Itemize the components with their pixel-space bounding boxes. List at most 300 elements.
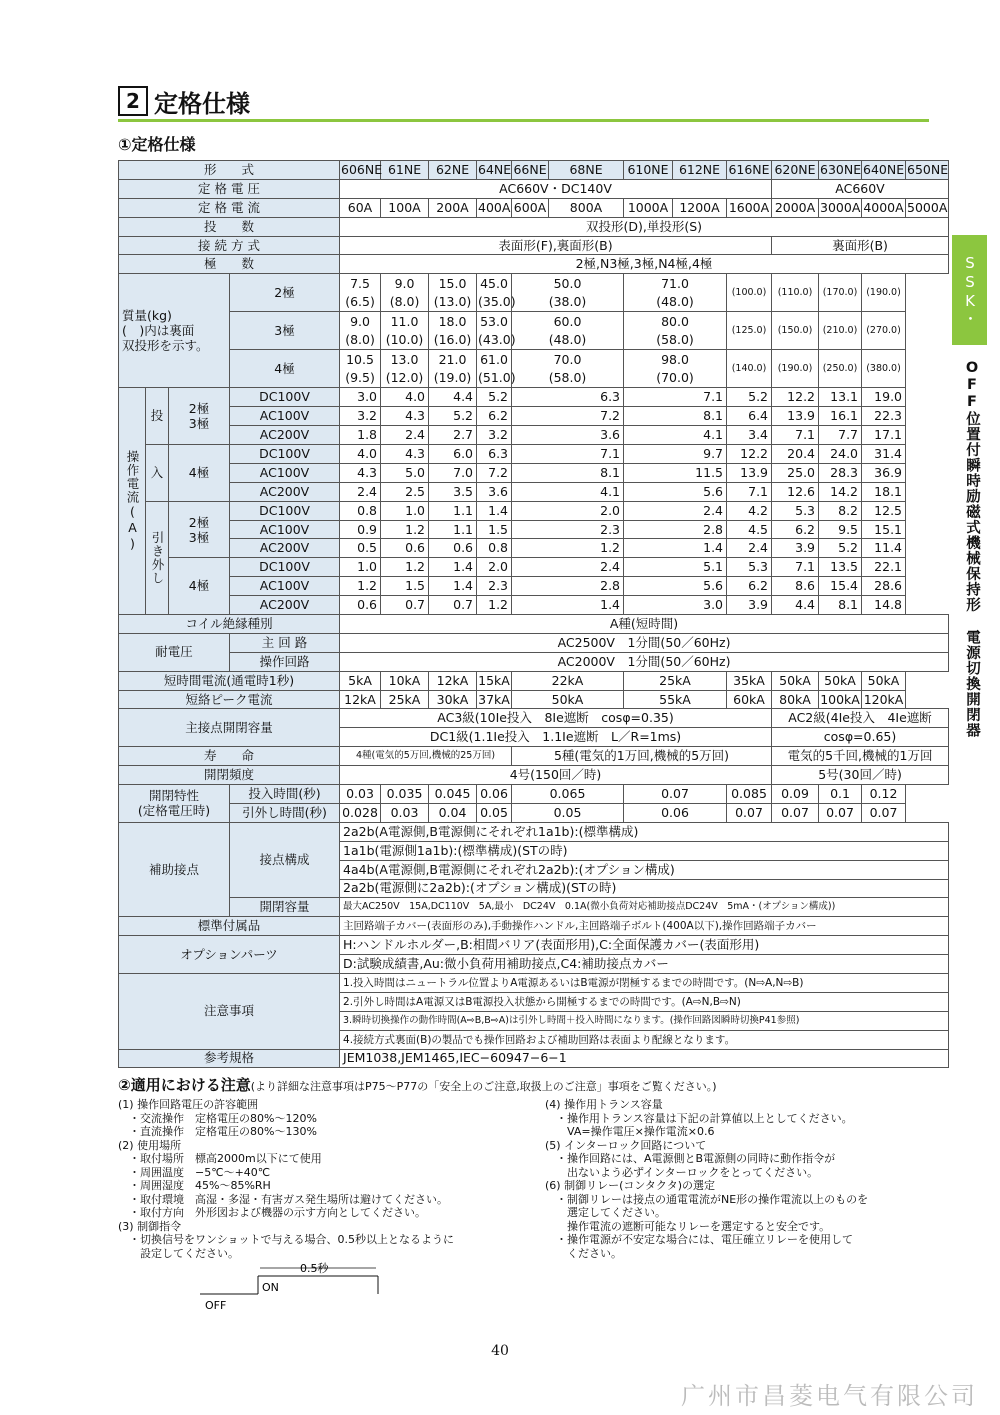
mass-value: 15.0 [438, 275, 467, 291]
op-current-value: 7.1 [772, 426, 819, 445]
mass-value-rear: (35.0) [478, 293, 516, 309]
short-time-label: 短時間電流(通電時1秒) [119, 671, 340, 690]
mass-value-rear: (70.0) [656, 369, 694, 385]
table-cell [477, 350, 516, 388]
op-current-value: 12.2 [727, 445, 772, 464]
peak-label: 短絡ピーク電流 [119, 690, 340, 709]
op-current-value: 4.3 [381, 407, 429, 426]
op-current-value: 4.1 [624, 426, 727, 445]
aux-capacity-value: 最大AC250V 15A,DC110V 5A,最小 DC24V 0.1A(微小負荷対応補助接点DC24V 5mA・(オプション構成)) [340, 898, 949, 917]
op-current-value: 3.6 [477, 482, 512, 501]
life-label: 寿 命 [119, 747, 340, 766]
table-row [119, 633, 949, 652]
op-current-value: 24.0 [819, 445, 862, 464]
table-row [119, 709, 949, 728]
table-row [119, 407, 949, 426]
op-current-value: 1.4 [512, 596, 624, 615]
op-current-value: 4.5 [727, 520, 772, 539]
caution-line: ください。 [545, 1246, 622, 1260]
op-current-value: 12.5 [862, 501, 906, 520]
trip-time-value: 0.03 [381, 803, 429, 822]
coil-value: A種(短時間) [340, 615, 949, 634]
op-voltage: AC100V [230, 463, 340, 482]
caution-line: ・直流操作 定格電圧の80%〜130% [118, 1125, 317, 1138]
capacity-ac2: AC2級(4Ie投入 4Ie遮断 [772, 709, 949, 728]
op-voltage: DC100V [230, 501, 340, 520]
op-current-value: 1.2 [512, 539, 624, 558]
table-cell [429, 350, 477, 388]
op-current-value: 5.3 [772, 501, 819, 520]
section-title: 定格仕様 [154, 89, 250, 118]
op-current-value: 3.6 [512, 426, 624, 445]
life-class4: 4種(電気的5万回,機械的25万回) [340, 747, 512, 766]
mass-value-rear: (8.0) [345, 331, 375, 347]
op-current-value: 15.1 [862, 520, 906, 539]
model-header: 620NE [772, 161, 819, 180]
mass-rear-value: (125.0) [727, 312, 772, 350]
caution-line: ・周囲温度 −5℃〜+40℃ [118, 1165, 271, 1179]
trip-time-value: 0.05 [477, 803, 512, 822]
op-voltage: AC100V [230, 520, 340, 539]
table-cell [512, 350, 624, 388]
note-item: 2.引外し時間はA電源又はB電源投入状態から開極するまでの時間です。(A⇨N,B⇨N) [340, 992, 949, 1011]
model-header: 64NE [477, 161, 512, 180]
table-row [119, 822, 949, 841]
mass-value: 10.5 [346, 351, 374, 367]
current-value: 1600A [727, 198, 772, 217]
op-current-value: 7.2 [477, 463, 512, 482]
op-current-value: 22.1 [862, 558, 906, 577]
op-current-value: 19.0 [862, 388, 906, 407]
table-row [119, 615, 949, 634]
close-time-label: 投入時間(秒) [230, 785, 340, 804]
trip-time-value: 0.028 [340, 803, 381, 822]
close-time-value: 0.12 [862, 785, 906, 804]
op-current-value: 1.4 [429, 577, 477, 596]
model-header: 630NE [819, 161, 862, 180]
standard-accessories-label: 標準付属品 [119, 917, 340, 936]
mass-value-rear: (10.0) [385, 331, 424, 347]
table-row [119, 445, 949, 464]
throw-label: 投 数 [119, 217, 340, 236]
mass-rear-value: (270.0) [862, 312, 906, 350]
op-current-value: 1.0 [381, 501, 429, 520]
op-current-value: 11.5 [624, 463, 727, 482]
op-current-value: 2.8 [624, 520, 727, 539]
op-voltage: DC100V [230, 445, 340, 464]
caution-line: ・制御リレーは接点の通電電流がNE形の操作電流以上のものを [545, 1192, 869, 1206]
table-cell [429, 274, 477, 312]
caution-line: 選定してください。 [545, 1206, 666, 1219]
op-current-value: 17.1 [862, 426, 906, 445]
contact-config-value: 2a2b(電源側に2a2b):(オプション構成)(STの時) [340, 879, 949, 898]
mass-value-rear: (38.0) [548, 293, 587, 309]
caution-line: 設定してください。 [118, 1246, 239, 1260]
caution-line: ・取付方向 外形図および機器の示す方向としてください。 [118, 1206, 426, 1219]
mass-value: 21.0 [438, 351, 467, 367]
op-current-value: 2.3 [477, 577, 512, 596]
aux-capacity-label: 開閉容量 [230, 898, 340, 917]
op-voltage: AC200V [230, 596, 340, 615]
caution-line: ・取付場所 標高2000m以下にて使用 [118, 1152, 322, 1165]
pole-group-23: 2極 3極 [169, 388, 230, 445]
close-time-value: 0.045 [429, 785, 477, 804]
op-current-value: 9.5 [819, 520, 862, 539]
section2-title: ②適用における注意 [118, 1076, 251, 1094]
model-header: 606NE [340, 161, 381, 180]
op-current-value: 8.1 [512, 463, 624, 482]
op-current-value: 1.1 [429, 501, 477, 520]
op-current-value: 5.2 [429, 407, 477, 426]
close-time-value: 0.03 [340, 785, 381, 804]
caution-line: (5) インターロック回路について [545, 1138, 707, 1152]
contact-config-value: 1a1b(電源側1a1b):(標準構成)(STの時) [340, 841, 949, 860]
current-label: 定 格 電 流 [119, 198, 340, 217]
reference-standards-label: 参考規格 [119, 1049, 340, 1068]
connection-b: 裏面形(B) [772, 236, 949, 255]
note-item: 3.瞬時切換操作の動作時間(A⇨B,B⇨A)は引外し時間＋投入時間になります。(操作回路図瞬時切換P41参照) [340, 1011, 949, 1030]
close-time-value: 0.085 [727, 785, 772, 804]
table-cell [624, 312, 727, 350]
op-current-value: 5.1 [624, 558, 727, 577]
voltage-label: 定 格 電 圧 [119, 179, 340, 198]
table-row [119, 274, 949, 312]
caution-line: ・操作回路には、A電源側とB電源側の同時に動作指令が [545, 1152, 836, 1165]
main-circuit-label: 主 回 路 [230, 633, 340, 652]
op-current-value: 1.2 [477, 596, 512, 615]
op-current-value: 1.4 [429, 558, 477, 577]
op-circuit-label: 操作回路 [230, 652, 340, 671]
model-header: 640NE [862, 161, 906, 180]
op-current-value: 5.6 [624, 482, 727, 501]
peak-value: 80kA [772, 690, 819, 709]
table-cell [381, 350, 429, 388]
short-time-value: 12kA [429, 671, 477, 690]
mass-value-rear: (8.0) [389, 293, 420, 309]
table-cell [512, 312, 624, 350]
caution-line: ・交流操作 定格電圧の80%〜120% [118, 1111, 317, 1125]
note-item: 4.接続方式裏面(B)の製品でも操作回路および補助回路は表面より配線となります。 [340, 1030, 949, 1049]
watermark: 广州市昌菱电气有限公司 [681, 1382, 978, 1410]
mass-value: 98.0 [661, 351, 689, 367]
op-current-value: 28.3 [819, 463, 862, 482]
connection-label: 接 続 方 式 [119, 236, 340, 255]
op-current-value: 4.3 [381, 445, 429, 464]
op-current-value: 5.3 [727, 558, 772, 577]
close-time-value: 0.1 [819, 785, 862, 804]
aux-contact-label: 補助接点 [119, 822, 230, 916]
side-caption: OFF位置付瞬時励磁式機械保持形 電源切換開閉器 [964, 360, 980, 738]
peak-value: 12kA [340, 690, 381, 709]
op-current-value: 1.4 [624, 539, 727, 558]
table-cell [340, 350, 381, 388]
peak-value: 55kA [624, 690, 727, 709]
op-current-value: 0.6 [429, 539, 477, 558]
short-time-value: 15kA [477, 671, 512, 690]
table-row [119, 388, 949, 407]
op-current-value: 2.4 [512, 558, 624, 577]
current-value: 1000A [624, 198, 673, 217]
life-b: 電気的5千回,機械的1万回 [772, 747, 949, 766]
mass-value-rear: (43.0) [478, 331, 516, 347]
caution-line: (6) 制御リレー(コンタクタ)の選定 [545, 1179, 716, 1192]
close-time-value: 0.065 [512, 785, 624, 804]
caution-line: (4) 操作用トランス容量 [545, 1098, 663, 1111]
op-current-value: 6.3 [512, 388, 624, 407]
op-current-value: 13.9 [772, 407, 819, 426]
peak-value: 30kA [429, 690, 477, 709]
peak-value: 120kA [862, 690, 906, 709]
op-current-value: 2.8 [512, 577, 624, 596]
current-value: 1200A [673, 198, 727, 217]
model-header: 62NE [429, 161, 477, 180]
mass-label: 質量(kg) ( )内は裏面 双投形を示す。 [119, 274, 230, 388]
pole-group-4: 4極 [169, 445, 230, 502]
model-header: 66NE [512, 161, 549, 180]
op-voltage: DC100V [230, 558, 340, 577]
caution-line: 操作電流の遮断可能なリレーを選定すると安全です。 [545, 1219, 831, 1233]
op-current-value: 2.4 [381, 426, 429, 445]
timing-off-label: OFF [205, 1299, 227, 1312]
table-cell [624, 274, 727, 312]
op-current-value: 8.1 [624, 407, 727, 426]
short-time-value: 22kA [512, 671, 624, 690]
op-current-value: 0.9 [340, 520, 381, 539]
timing-diagram [200, 1264, 390, 1314]
frequency-a: 4号(150回／時) [340, 766, 772, 785]
op-current-value: 4.3 [340, 463, 381, 482]
section-number: 2 [118, 86, 148, 116]
table-row [119, 179, 949, 198]
table-row [119, 898, 949, 917]
op-current-value: 1.4 [477, 501, 512, 520]
notes-right [545, 1098, 945, 1260]
table-row [119, 690, 949, 709]
current-value: 3000A [819, 198, 862, 217]
table-row [119, 652, 949, 671]
table-cell [340, 312, 381, 350]
mass-value: 53.0 [480, 313, 508, 329]
timing-duration: 0.5秒 [300, 1262, 329, 1275]
table-row [119, 766, 949, 785]
op-current-value: 2.4 [340, 482, 381, 501]
model-header: 612NE [673, 161, 727, 180]
trip-time-value: 0.05 [512, 803, 624, 822]
notes-label: 注意事項 [119, 973, 340, 1049]
life-class5: 5種(電気的1万回,機械的5万回) [512, 747, 772, 766]
op-current-value: 18.1 [862, 482, 906, 501]
mass-rear-value: (250.0) [819, 350, 862, 388]
current-value: 800A [549, 198, 624, 217]
current-value: 4000A [862, 198, 906, 217]
peak-value: 60kA [727, 690, 772, 709]
model-header: 616NE [727, 161, 772, 180]
caution-line: VA=操作電圧×操作電流×0.6 [545, 1125, 715, 1138]
mass-value: 70.0 [553, 351, 582, 367]
op-current-value: 3.5 [429, 482, 477, 501]
table-row [119, 255, 949, 274]
mass-rear-value: (190.0) [772, 350, 819, 388]
short-time-value: 50kA [772, 671, 819, 690]
table-row [119, 482, 949, 501]
note-item: 1.投入時間はニュートラル位置よりA電源あるいはB電源が閉極するまでの時間です。(N⇨A,N⇨B) [340, 973, 949, 992]
peak-value: 37kA [477, 690, 512, 709]
table-row [119, 463, 949, 482]
op-current-value: 7.0 [429, 463, 477, 482]
op-current-label: 操作電流(A) [119, 388, 146, 615]
mass-value-rear: (48.0) [548, 331, 587, 347]
op-current-value: 8.6 [772, 577, 819, 596]
voltage-a: AC660V・DC140V [340, 179, 772, 198]
op-current-value: 6.0 [429, 445, 477, 464]
capacity-label: 主接点開閉容量 [119, 709, 340, 747]
op-current-value: 4.0 [381, 388, 429, 407]
mass-value-rear: (16.0) [433, 331, 472, 347]
op-current-value: 0.5 [340, 539, 381, 558]
capacity-dc1: DC1級(1.1Ie投入 1.1Ie遮断 L／R=1ms) [340, 728, 772, 747]
withstand-label: 耐電圧 [119, 633, 230, 671]
mass-value: 80.0 [661, 313, 689, 329]
trip-time-label: 引外し時間(秒) [230, 803, 340, 822]
table-row [119, 217, 949, 236]
op-current-value: 4.2 [727, 501, 772, 520]
option-parts-label: オプションパーツ [119, 936, 340, 974]
caution-line: ・操作電源が不安定な場合には、電圧確立リレーを使用して [545, 1233, 853, 1246]
table-row [119, 426, 949, 445]
current-value: 5000A [906, 198, 949, 217]
op-current-value: 2.4 [624, 501, 727, 520]
mass-rear-value: (170.0) [819, 274, 862, 312]
mass-value-rear: (51.0) [478, 369, 516, 385]
mass-rear-value: (210.0) [819, 312, 862, 350]
op-current-value: 2.0 [512, 501, 624, 520]
trip-time-value: 0.07 [727, 803, 772, 822]
table-cell [340, 274, 381, 312]
op-current-value: 12.6 [772, 482, 819, 501]
mass-rear-value: (110.0) [772, 274, 819, 312]
op-current-value: 6.4 [727, 407, 772, 426]
table-row [119, 312, 949, 350]
op-current-value: 6.2 [772, 520, 819, 539]
mass-value: 7.5 [350, 275, 370, 291]
switching-char-label: 開閉特性 (定格電圧時) [119, 785, 230, 823]
op-current-value: 13.5 [819, 558, 862, 577]
op-current-value: 5.2 [477, 388, 512, 407]
op-current-value: 4.0 [340, 445, 381, 464]
short-time-value: 5kA [340, 671, 381, 690]
op-current-value: 5.2 [727, 388, 772, 407]
op-current-value: 7.1 [727, 482, 772, 501]
short-time-value: 50kA [862, 671, 906, 690]
short-time-value: 50kA [819, 671, 862, 690]
op-close-label: 投 [146, 388, 169, 445]
mass-value: 61.0 [480, 351, 508, 367]
op-current-value: 3.9 [772, 539, 819, 558]
op-current-value: 6.3 [477, 445, 512, 464]
mass-value: 13.0 [390, 351, 419, 367]
table-cell [624, 350, 727, 388]
close-time-value: 0.07 [624, 785, 727, 804]
short-time-value: 10kA [381, 671, 429, 690]
op-current-value: 4.1 [512, 482, 624, 501]
mass-rear-value: (100.0) [727, 274, 772, 312]
op-current-value: 5.2 [819, 539, 862, 558]
mass-pole: 2極 [230, 274, 340, 312]
frequency-b: 5号(30回／時) [772, 766, 949, 785]
op-voltage: AC100V [230, 577, 340, 596]
op-current-value: 16.1 [819, 407, 862, 426]
subsection-title: ①定格仕様 [118, 135, 196, 154]
table-row [119, 501, 949, 520]
timing-on-label: ON [262, 1281, 279, 1294]
table-row [119, 198, 949, 217]
spec-table [118, 160, 949, 1068]
table-row [119, 236, 949, 255]
op-current-value: 14.2 [819, 482, 862, 501]
table-row [119, 936, 949, 955]
op-voltage: DC100V [230, 388, 340, 407]
trip-time-value: 0.07 [819, 803, 862, 822]
mass-rear-value: (380.0) [862, 350, 906, 388]
caution-line: (1) 操作回路電圧の許容範囲 [118, 1098, 259, 1111]
caution-line: ・取付環境 高湿・多湿・有害ガス発生場所は避けてください。 [118, 1192, 448, 1206]
op-current-value: 2.3 [512, 520, 624, 539]
op-current-value: 9.7 [624, 445, 727, 464]
caution-line: (2) 使用場所 [118, 1138, 182, 1152]
frequency-label: 開閉頻度 [119, 766, 340, 785]
caution-line: ・切換信号をワンショットで与える場合、0.5秒以上となるように [118, 1233, 454, 1246]
op-current-value: 3.0 [624, 596, 727, 615]
table-row [119, 973, 949, 992]
mass-value: 45.0 [480, 275, 508, 291]
op-current-value: 1.2 [340, 577, 381, 596]
op-current-value: 3.9 [727, 596, 772, 615]
mass-rear-value: (140.0) [727, 350, 772, 388]
mass-value-rear: (58.0) [548, 369, 587, 385]
main-circuit-value: AC2500V 1分間(50／60Hz) [340, 633, 949, 652]
op-trip-label: 引き外し [146, 501, 169, 614]
table-cell [512, 274, 624, 312]
op-current-value: 1.2 [381, 558, 429, 577]
op-current-value: 1.2 [381, 520, 429, 539]
mass-value-rear: (48.0) [656, 293, 694, 309]
op-current-value: 13.1 [819, 388, 862, 407]
op-current-value: 0.6 [340, 596, 381, 615]
side-tab: SSK・NE [952, 235, 987, 345]
caution-line: 出ないよう必ずインターロックをとってください。 [545, 1165, 819, 1179]
pole-label: 極 数 [119, 255, 340, 274]
peak-value: 50kA [512, 690, 624, 709]
throw-value: 双投形(D),単投形(S) [340, 217, 949, 236]
mass-value: 11.0 [390, 313, 419, 329]
reference-standards-value: JEM1038,JEM1465,IEC−60947−6−1 [340, 1049, 949, 1068]
table-row [119, 539, 949, 558]
op-current-value: 8.2 [819, 501, 862, 520]
current-value: 100A [381, 198, 429, 217]
page-number: 40 [491, 1343, 509, 1359]
op-current-value: 4.4 [429, 388, 477, 407]
op-close-label-2: 入 [146, 445, 169, 502]
pole-value: 2極,N3極,3極,N4極,4極 [340, 255, 949, 274]
mass-pole: 3極 [230, 312, 340, 350]
model-header: 610NE [624, 161, 673, 180]
trip-time-value: 0.07 [862, 803, 906, 822]
op-current-value: 1.0 [340, 558, 381, 577]
mass-pole: 4極 [230, 350, 340, 388]
standard-accessories-value: 主回路端子カバー(表面形のみ),手動操作ハンドル,主回路端子ボルト(400A以下),操作回路端子カバー [340, 917, 949, 936]
close-time-value: 0.06 [477, 785, 512, 804]
op-current-value: 3.4 [727, 426, 772, 445]
